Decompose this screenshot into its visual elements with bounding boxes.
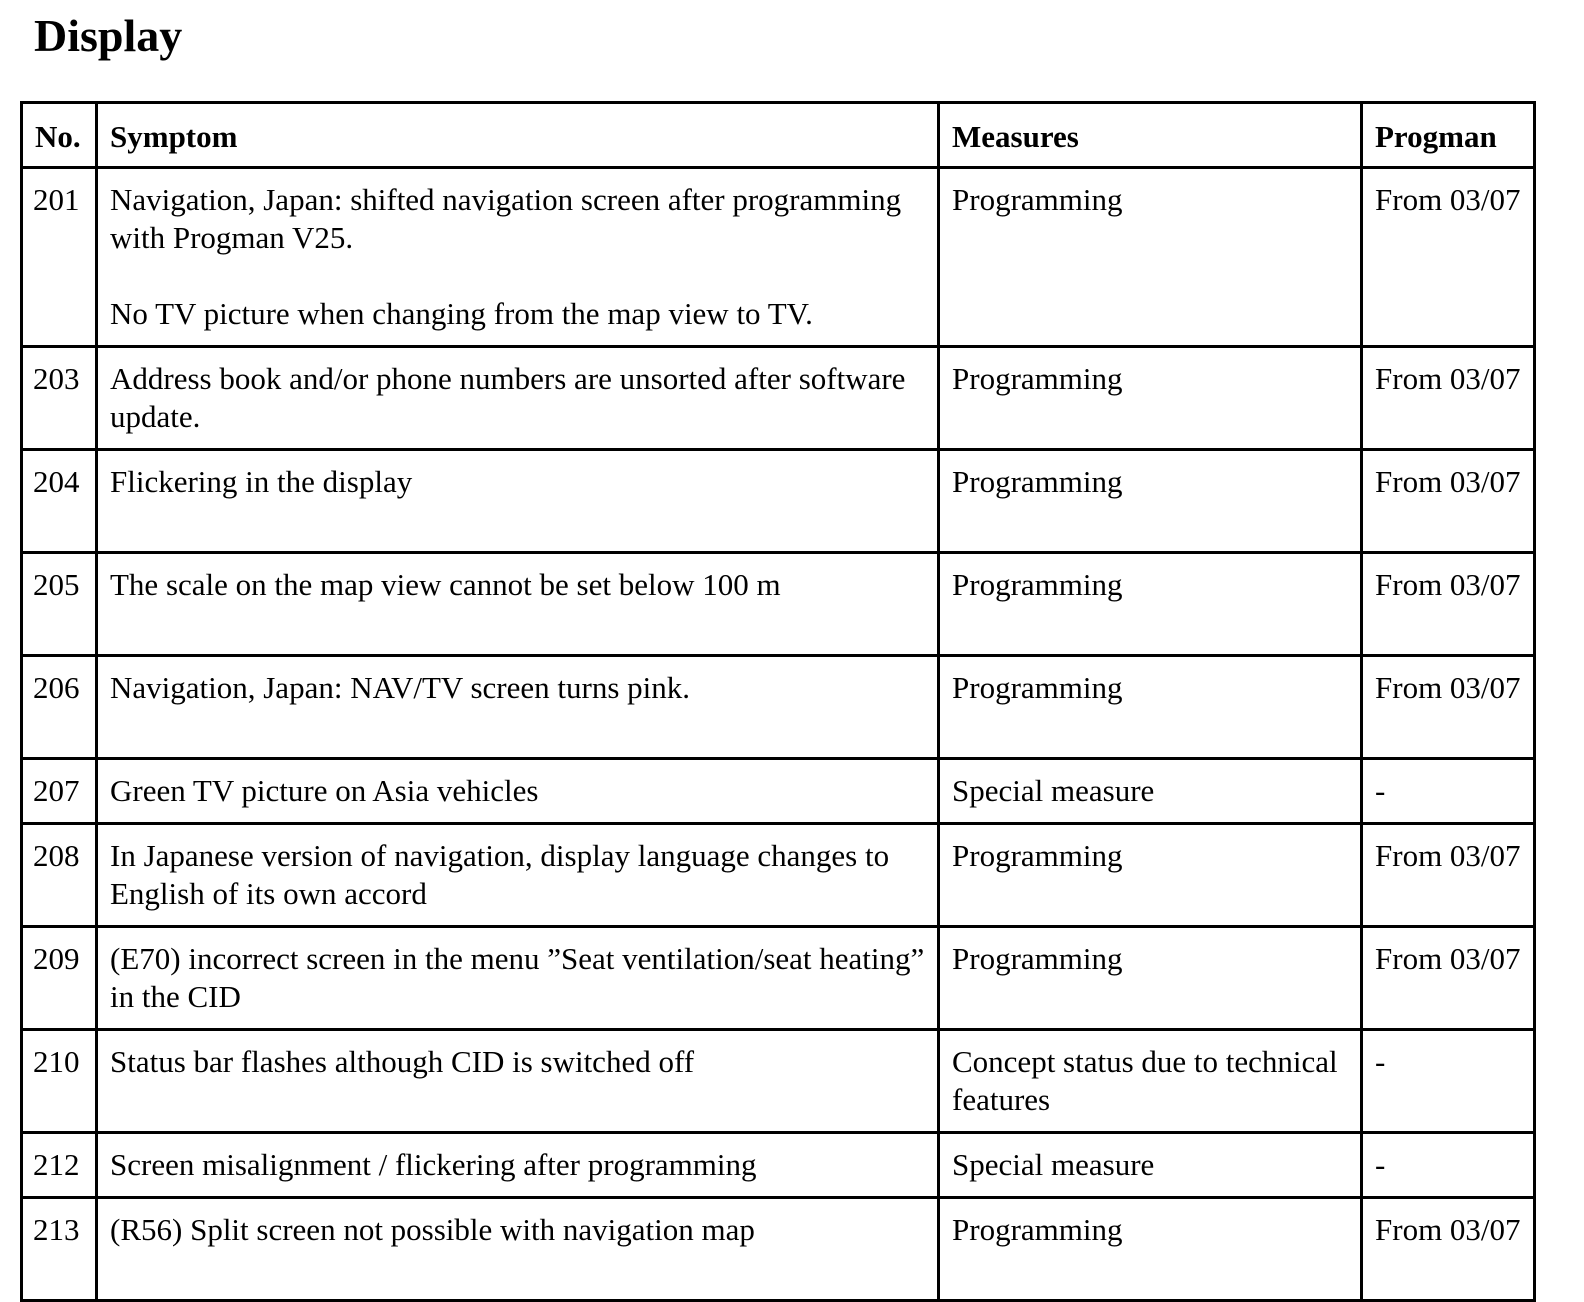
row-number: 209 — [22, 927, 97, 1030]
symptom-text: Navigation, Japan: shifted navigation screen after programming with Progman V25. — [110, 182, 902, 255]
row-progman: From 03/07 — [1362, 347, 1535, 450]
table-row — [22, 450, 1535, 553]
row-progman: From 03/07 — [1362, 450, 1535, 553]
row-symptom: Green TV picture on Asia vehicles — [97, 759, 939, 824]
row-number: 213 — [22, 1198, 97, 1301]
table-row — [22, 927, 1535, 1030]
row-measures: Special measure — [939, 1133, 1362, 1198]
row-number: 205 — [22, 553, 97, 656]
row-measures: Programming — [939, 168, 1362, 347]
table-row — [22, 1198, 1535, 1301]
column-header-progman: Progman — [1362, 103, 1535, 168]
row-number: 212 — [22, 1133, 97, 1198]
table-row — [22, 759, 1535, 824]
table-row — [22, 1030, 1535, 1133]
table-row — [22, 656, 1535, 759]
table-row — [22, 347, 1535, 450]
row-progman: - — [1362, 1133, 1535, 1198]
row-measures: Programming — [939, 824, 1362, 927]
table-header-row — [22, 103, 1535, 168]
row-measures: Programming — [939, 927, 1362, 1030]
row-symptom: Status bar flashes although CID is switched off — [97, 1030, 939, 1133]
symptom-gap — [110, 257, 927, 295]
row-progman: From 03/07 — [1362, 824, 1535, 927]
table-row — [22, 553, 1535, 656]
row-symptom: (R56) Split screen not possible with navigation map — [97, 1198, 939, 1301]
row-symptom — [97, 168, 939, 347]
row-symptom: The scale on the map view cannot be set below 100 m — [97, 553, 939, 656]
row-progman: From 03/07 — [1362, 168, 1535, 347]
row-symptom: Flickering in the display — [97, 450, 939, 553]
row-number: 208 — [22, 824, 97, 927]
row-symptom: (E70) incorrect screen in the menu ”Seat ventilation/seat heating” in the CID — [97, 927, 939, 1030]
table-row — [22, 168, 1535, 347]
row-number: 204 — [22, 450, 97, 553]
row-symptom: In Japanese version of navigation, display language changes to English of its own accord — [97, 824, 939, 927]
row-progman: From 03/07 — [1362, 927, 1535, 1030]
row-progman: From 03/07 — [1362, 1198, 1535, 1301]
symptom-extra-text: No TV picture when changing from the map view to TV. — [110, 296, 813, 331]
row-measures: Concept status due to technical features — [939, 1030, 1362, 1133]
symptom-table — [20, 101, 1536, 1302]
row-number: 203 — [22, 347, 97, 450]
column-header-measures: Measures — [939, 103, 1362, 168]
column-header-symptom: Symptom — [97, 103, 939, 168]
row-number: 206 — [22, 656, 97, 759]
page-title: Display — [34, 10, 183, 61]
column-header-no: No. — [22, 103, 97, 168]
row-number: 210 — [22, 1030, 97, 1133]
row-measures: Programming — [939, 450, 1362, 553]
row-progman: From 03/07 — [1362, 553, 1535, 656]
row-progman: From 03/07 — [1362, 656, 1535, 759]
row-progman: - — [1362, 1030, 1535, 1133]
row-progman: - — [1362, 759, 1535, 824]
row-symptom: Navigation, Japan: NAV/TV screen turns pink. — [97, 656, 939, 759]
row-symptom: Screen misalignment / flickering after programming — [97, 1133, 939, 1198]
row-number: 201 — [22, 168, 97, 347]
row-number: 207 — [22, 759, 97, 824]
row-measures: Special measure — [939, 759, 1362, 824]
row-measures: Programming — [939, 553, 1362, 656]
row-measures: Programming — [939, 656, 1362, 759]
row-measures: Programming — [939, 1198, 1362, 1301]
row-symptom: Address book and/or phone numbers are unsorted after software update. — [97, 347, 939, 450]
row-measures: Programming — [939, 347, 1362, 450]
table-row — [22, 824, 1535, 927]
table-row — [22, 1133, 1535, 1198]
